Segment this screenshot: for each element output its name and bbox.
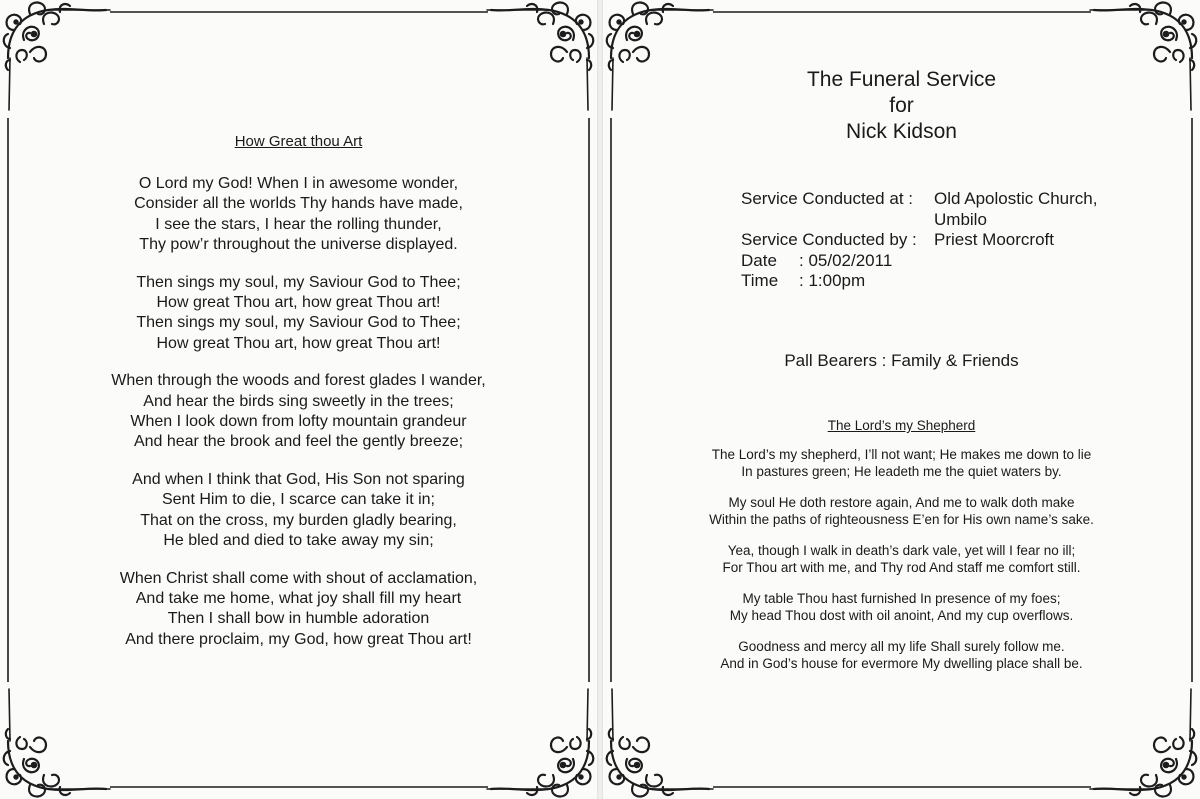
hymn-how-great-thou-art <box>40 133 557 667</box>
date-row <box>741 251 1124 272</box>
verse-line: O Lord my God! When I in awesome wonder, <box>138 175 459 192</box>
verse <box>40 273 557 355</box>
officiant-row <box>741 230 1124 251</box>
verse-line: The Lord’s my shepherd, I’ll not want; He makes me down to lie <box>711 447 1092 462</box>
time-label: Time <box>741 271 779 290</box>
verse-line: And in God’s house for evermore My dwelling place shall be. <box>720 655 1083 671</box>
time-value: : 1:00pm <box>799 271 866 290</box>
verse-line: When I look down from lofty mountain grandeur <box>130 413 467 431</box>
verse-line: How great Thou art, how great Thou art! <box>156 334 441 352</box>
verse-line: And take me home, what joy shall fill my heart <box>135 589 462 607</box>
hymn-verses <box>633 447 1170 672</box>
verse-line: How great Thou art, how great Thou art! <box>156 294 441 312</box>
time-row <box>741 271 1124 292</box>
verse-line: That on the cross, my burden gladly bearing, <box>140 511 457 529</box>
deceased-name: Nick Kidson <box>846 120 957 143</box>
officiant-label: Service Conducted by : <box>741 230 917 249</box>
date-value: : 05/02/2011 <box>799 250 893 270</box>
verse-line: And there proclaim, my God, how great Thou art! <box>125 630 472 648</box>
right-page <box>603 0 1200 799</box>
verse-line: Goodness and mercy all my life Shall surely follow me. <box>738 639 1065 654</box>
pall-bearers: Pall Bearers : Family & Friends <box>784 351 1019 370</box>
service-details <box>741 189 1124 292</box>
verse-line: Within the paths of righteousness E’en for His own name’s sake. <box>709 511 1094 527</box>
verse-line: I see the stars, I hear the rolling thunder, <box>155 215 442 233</box>
verse <box>633 639 1170 672</box>
verse-line: Thy pow’r throughout the universe displayed. <box>139 236 458 254</box>
verse-line: My table Thou hast furnished In presence of my foes; <box>742 591 1061 606</box>
service-title-line: for <box>889 94 914 117</box>
officiant-value: Priest Moorcroft <box>934 230 1054 249</box>
verse <box>40 174 557 256</box>
verse-line: When Christ shall come with shout of acclamation, <box>119 569 478 587</box>
verse-line: My head Thou dost with oil anoint, And my cup overflows. <box>729 607 1074 623</box>
verse-line: Then I shall bow in humble adoration <box>167 610 430 628</box>
verse-line: Then sings my soul, my Saviour God to Thee; <box>136 273 461 291</box>
hymn-verses <box>40 174 557 650</box>
service-title <box>603 67 1200 145</box>
verse <box>40 470 557 552</box>
verse <box>633 591 1170 624</box>
verse <box>633 495 1170 528</box>
hymn-lords-my-shepherd <box>633 418 1170 687</box>
verse-line: My soul He doth restore again, And me to walk doth make <box>728 495 1075 510</box>
verse-line: He bled and died to take away my sin; <box>163 532 434 550</box>
verse <box>633 447 1170 480</box>
hymn-title: The Lord’s my Shepherd <box>827 418 976 433</box>
verse-line: In pastures green; He leadeth me the quiet waters by. <box>741 463 1062 479</box>
hymn-title: How Great thou Art <box>234 133 363 150</box>
venue-row <box>741 189 1124 230</box>
venue-value: Old Apolostic Church, Umbilo <box>934 189 1098 229</box>
verse-line: Yea, though I walk in death’s dark vale, yet will I fear no ill; <box>727 543 1076 558</box>
verse-line: And when I think that God, His Son not sparing <box>132 470 465 488</box>
verse-line: For Thou art with me, and Thy rod And staff me comfort still. <box>722 559 1081 575</box>
verse <box>40 371 557 453</box>
verse-line: Sent Him to die, I scarce can take it in; <box>161 491 435 509</box>
left-page <box>0 0 597 799</box>
verse-line: And hear the brook and feel the gently breeze; <box>133 433 464 451</box>
verse-line: Then sings my soul, my Saviour God to Thee; <box>136 314 461 332</box>
venue-label: Service Conducted at : <box>741 189 913 208</box>
verse <box>633 543 1170 576</box>
date-label: Date <box>741 250 777 270</box>
service-title-line: The Funeral Service <box>806 68 997 91</box>
verse-line: When through the woods and forest glades I wander, <box>111 372 486 390</box>
verse-line: And hear the birds sing sweetly in the trees; <box>143 392 454 410</box>
verse <box>40 569 557 651</box>
verse-line: Consider all the worlds Thy hands have made, <box>134 195 463 213</box>
